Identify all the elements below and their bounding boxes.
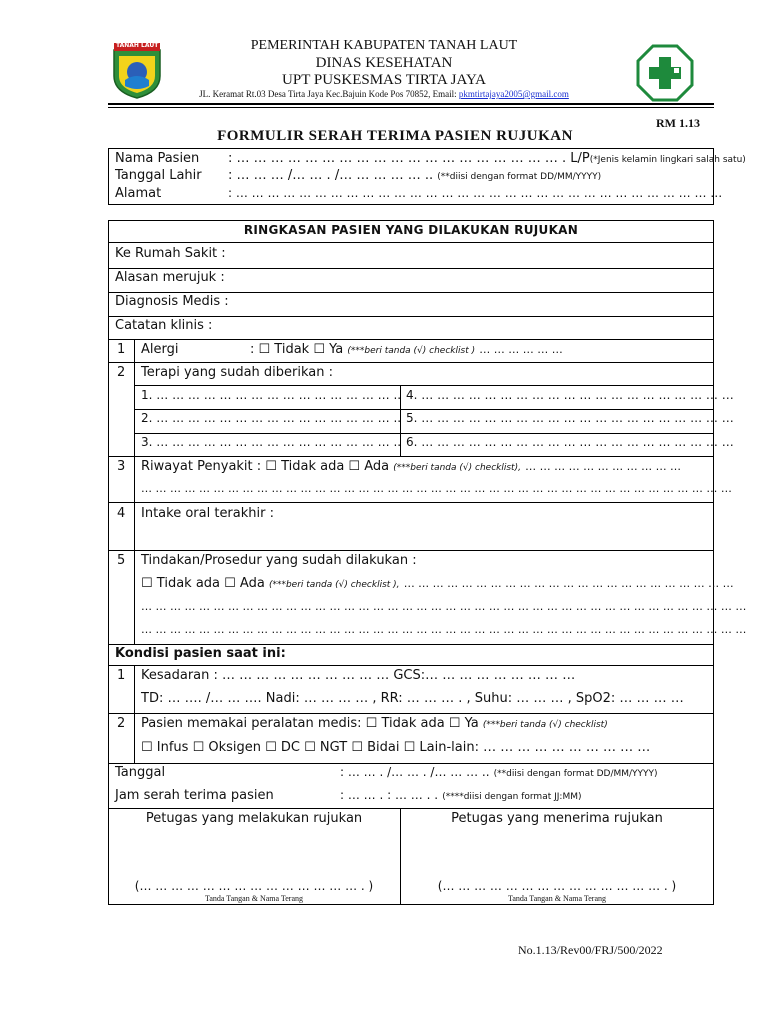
alamat-field[interactable]: : … … … … … … … … … … … … … … … … … … … … … … … … … … … … … … … [228, 186, 723, 200]
row-number: 2 [117, 365, 126, 380]
row-line [108, 502, 714, 503]
terapi-item[interactable]: 2. … … … … … … … … … … … … … … … .. [141, 411, 402, 425]
row-line [134, 385, 714, 386]
row-line [108, 808, 714, 809]
nama-field[interactable] [228, 151, 746, 166]
intake-label[interactable]: Intake oral terakhir : [141, 506, 274, 521]
tanggal-value: : … … . /… … . /… … … .. [340, 765, 490, 779]
row-line [134, 433, 714, 434]
tgl-lahir-label: Tanggal Lahir [115, 168, 202, 183]
header-rule [108, 103, 714, 105]
kesadaran-field[interactable]: Kesadaran : … … … … … … … … … … GCS:… … … … … … … … … [141, 668, 576, 683]
tgl-lahir-field[interactable] [228, 168, 601, 183]
peralatan-note: (***beri tanda (√) checklist) [482, 720, 608, 730]
document-number: No.1.13/Rev00/FRJ/500/2022 [518, 943, 663, 957]
row-number: 1 [117, 668, 126, 683]
alergi-checkboxes[interactable]: : ☐ Tidak ☐ Ya [250, 342, 344, 357]
riwayat-note: (***beri tanda (√) checklist), [393, 463, 521, 473]
sender-title: Petugas yang melakukan rujukan [145, 811, 363, 826]
tgl-lahir-value: : … … … /… … . /… … … … … .. [228, 168, 434, 183]
tanggal-field[interactable] [340, 765, 658, 780]
form-title: FORMULIR SERAH TERIMA PASIEN RUJUKAN [217, 128, 573, 144]
header-rule-thin [108, 107, 714, 108]
alergi-dots: … … … … … … [479, 343, 563, 356]
summary-title: RINGKASAN PASIEN YANG DILAKUKAN RUJUKAN [243, 223, 579, 237]
terapi-label: Terapi yang sudah diberikan : [141, 365, 334, 380]
row-number: 2 [117, 716, 126, 731]
alat-checkbox-list[interactable]: ☐ Infus ☐ Oksigen ☐ DC ☐ NGT ☐ Bidai ☐ Lain-lain: … … … … … … … … … … [141, 740, 651, 755]
row-line [108, 763, 714, 764]
peralatan-field[interactable] [141, 716, 608, 731]
vitals-field[interactable]: TD: … …. /… … …. Nadi: … … … … , RR: … … … . , Suhu: … … … , SpO2: … … … … [141, 691, 684, 706]
terapi-item[interactable]: 3. … … … … … … … … … … … … … … … .. [141, 435, 402, 449]
puskesmas-cross-logo [636, 44, 694, 102]
tindakan-dots: … … … … … … … … … … … … … … … … … … … … … … … [403, 577, 734, 590]
jam-value: : … … . : … … . . [340, 788, 439, 802]
header-department: DINAS KESEHATAN [315, 55, 453, 71]
terapi-item[interactable]: 1. … … … … … … … … … … … … … … … .. [141, 388, 402, 402]
tanggal-note: (**diisi dengan format DD/MM/YYYY) [493, 769, 658, 779]
terapi-item[interactable]: 4. … … … … … … … … … … … … … … … … … … … … [406, 388, 734, 402]
header-government: PEMERINTAH KABUPATEN TANAH LAUT [250, 38, 518, 53]
row-line [108, 644, 714, 645]
riwayat-checkboxes[interactable]: Riwayat Penyakit : ☐ Tidak ada ☐ Ada [141, 459, 390, 474]
riwayat-field[interactable] [141, 459, 681, 474]
jam-label: Jam serah terima pasien [115, 788, 274, 803]
nama-label: Nama Pasien [115, 151, 200, 166]
tindakan-checkboxes[interactable]: ☐ Tidak ada ☐ Ada [141, 576, 265, 591]
number-column-line [134, 665, 135, 763]
tindakan-dots-line[interactable]: … … … … … … … … … … … … … … … … … … … … … … … … … … … … … … … … … … … … … … … … … … [141, 623, 747, 636]
tindakan-field[interactable] [141, 576, 734, 591]
row-line [108, 268, 714, 269]
row-line [108, 316, 714, 317]
row-line [108, 242, 714, 243]
rm-code: RM 1.13 [656, 116, 700, 130]
receiver-title: Petugas yang menerima rujukan [451, 811, 663, 826]
receiver-caption: Tanda Tangan & Nama Terang [508, 894, 606, 903]
tindakan-label: Tindakan/Prosedur yang sudah dilakukan : [141, 553, 417, 568]
tgl-lahir-note: (**diisi dengan format DD/MM/YYYY) [437, 172, 602, 182]
row-line [134, 409, 714, 410]
address-text: JL. Keramat Rt.03 Desa Tirta Jaya Kec.Bajuin Kode Pos 70852, Email: [199, 89, 459, 99]
jam-note: (****diisi dengan format JJ:MM) [442, 792, 582, 802]
alergi-label: Alergi [141, 342, 179, 357]
alasan-label[interactable]: Alasan merujuk : [115, 270, 225, 285]
alamat-label: Alamat [115, 186, 162, 201]
logo-caption: TANAH LAUT [116, 42, 159, 49]
kondisi-title: Kondisi pasien saat ini: [115, 646, 286, 661]
jam-field[interactable] [340, 788, 581, 803]
tanggal-label: Tanggal [115, 765, 166, 780]
diagnosis-label[interactable]: Diagnosis Medis : [115, 294, 229, 309]
rs-label[interactable]: Ke Rumah Sakit : [115, 246, 226, 261]
terapi-item[interactable]: 6. … … … … … … … … … … … … … … … … … … … … [406, 435, 734, 449]
row-line [108, 456, 714, 457]
row-line [108, 665, 714, 666]
alergi-options[interactable] [250, 342, 563, 357]
riwayat-dots: … … … … … … … … … … … [525, 460, 682, 473]
row-line [108, 550, 714, 551]
terapi-item[interactable]: 5. … … … … … … … … … … … … … … … … … … … … [406, 411, 734, 425]
catatan-label[interactable]: Catatan klinis : [115, 318, 213, 333]
row-number: 5 [117, 553, 126, 568]
row-line [108, 339, 714, 340]
nama-value: : … … … … … … … … … … … … … … … … … … … . L/P [228, 151, 590, 166]
tindakan-dots-line[interactable]: … … … … … … … … … … … … … … … … … … … … … … … … … … … … … … … … … … … … … … … … … … [141, 600, 747, 613]
row-number: 3 [117, 459, 126, 474]
email-link[interactable]: pkmtirtajaya2005@gmail.com [458, 89, 569, 99]
receiver-signature-line[interactable]: (… … … … … … … … … … … … … … . ) [437, 879, 677, 893]
nama-note: (*Jenis kelamin lingkari salah satu) [589, 155, 746, 165]
row-number: 1 [117, 342, 126, 357]
peralatan-checkboxes[interactable]: Pasien memakai peralatan medis: ☐ Tidak ada ☐ Ya [141, 716, 479, 731]
tindakan-note: (***beri tanda (√) checklist ), [268, 580, 400, 590]
row-line [108, 292, 714, 293]
row-line [108, 362, 714, 363]
row-number: 4 [117, 506, 126, 521]
alergi-note: (***beri tanda (√) checklist ) [347, 346, 476, 356]
row-line [108, 713, 714, 714]
sender-caption: Tanda Tangan & Nama Terang [205, 894, 303, 903]
sender-signature-line[interactable]: (… … … … … … … … … … … … … … . ) [134, 879, 374, 893]
riwayat-dots-line[interactable]: … … … … … … … … … … … … … … … … … … … … … … … … … … … … … … … … … … … … … … … … … [141, 482, 732, 495]
header-puskesmas: UPT PUSKESMAS TIRTA JAYA [282, 72, 486, 88]
